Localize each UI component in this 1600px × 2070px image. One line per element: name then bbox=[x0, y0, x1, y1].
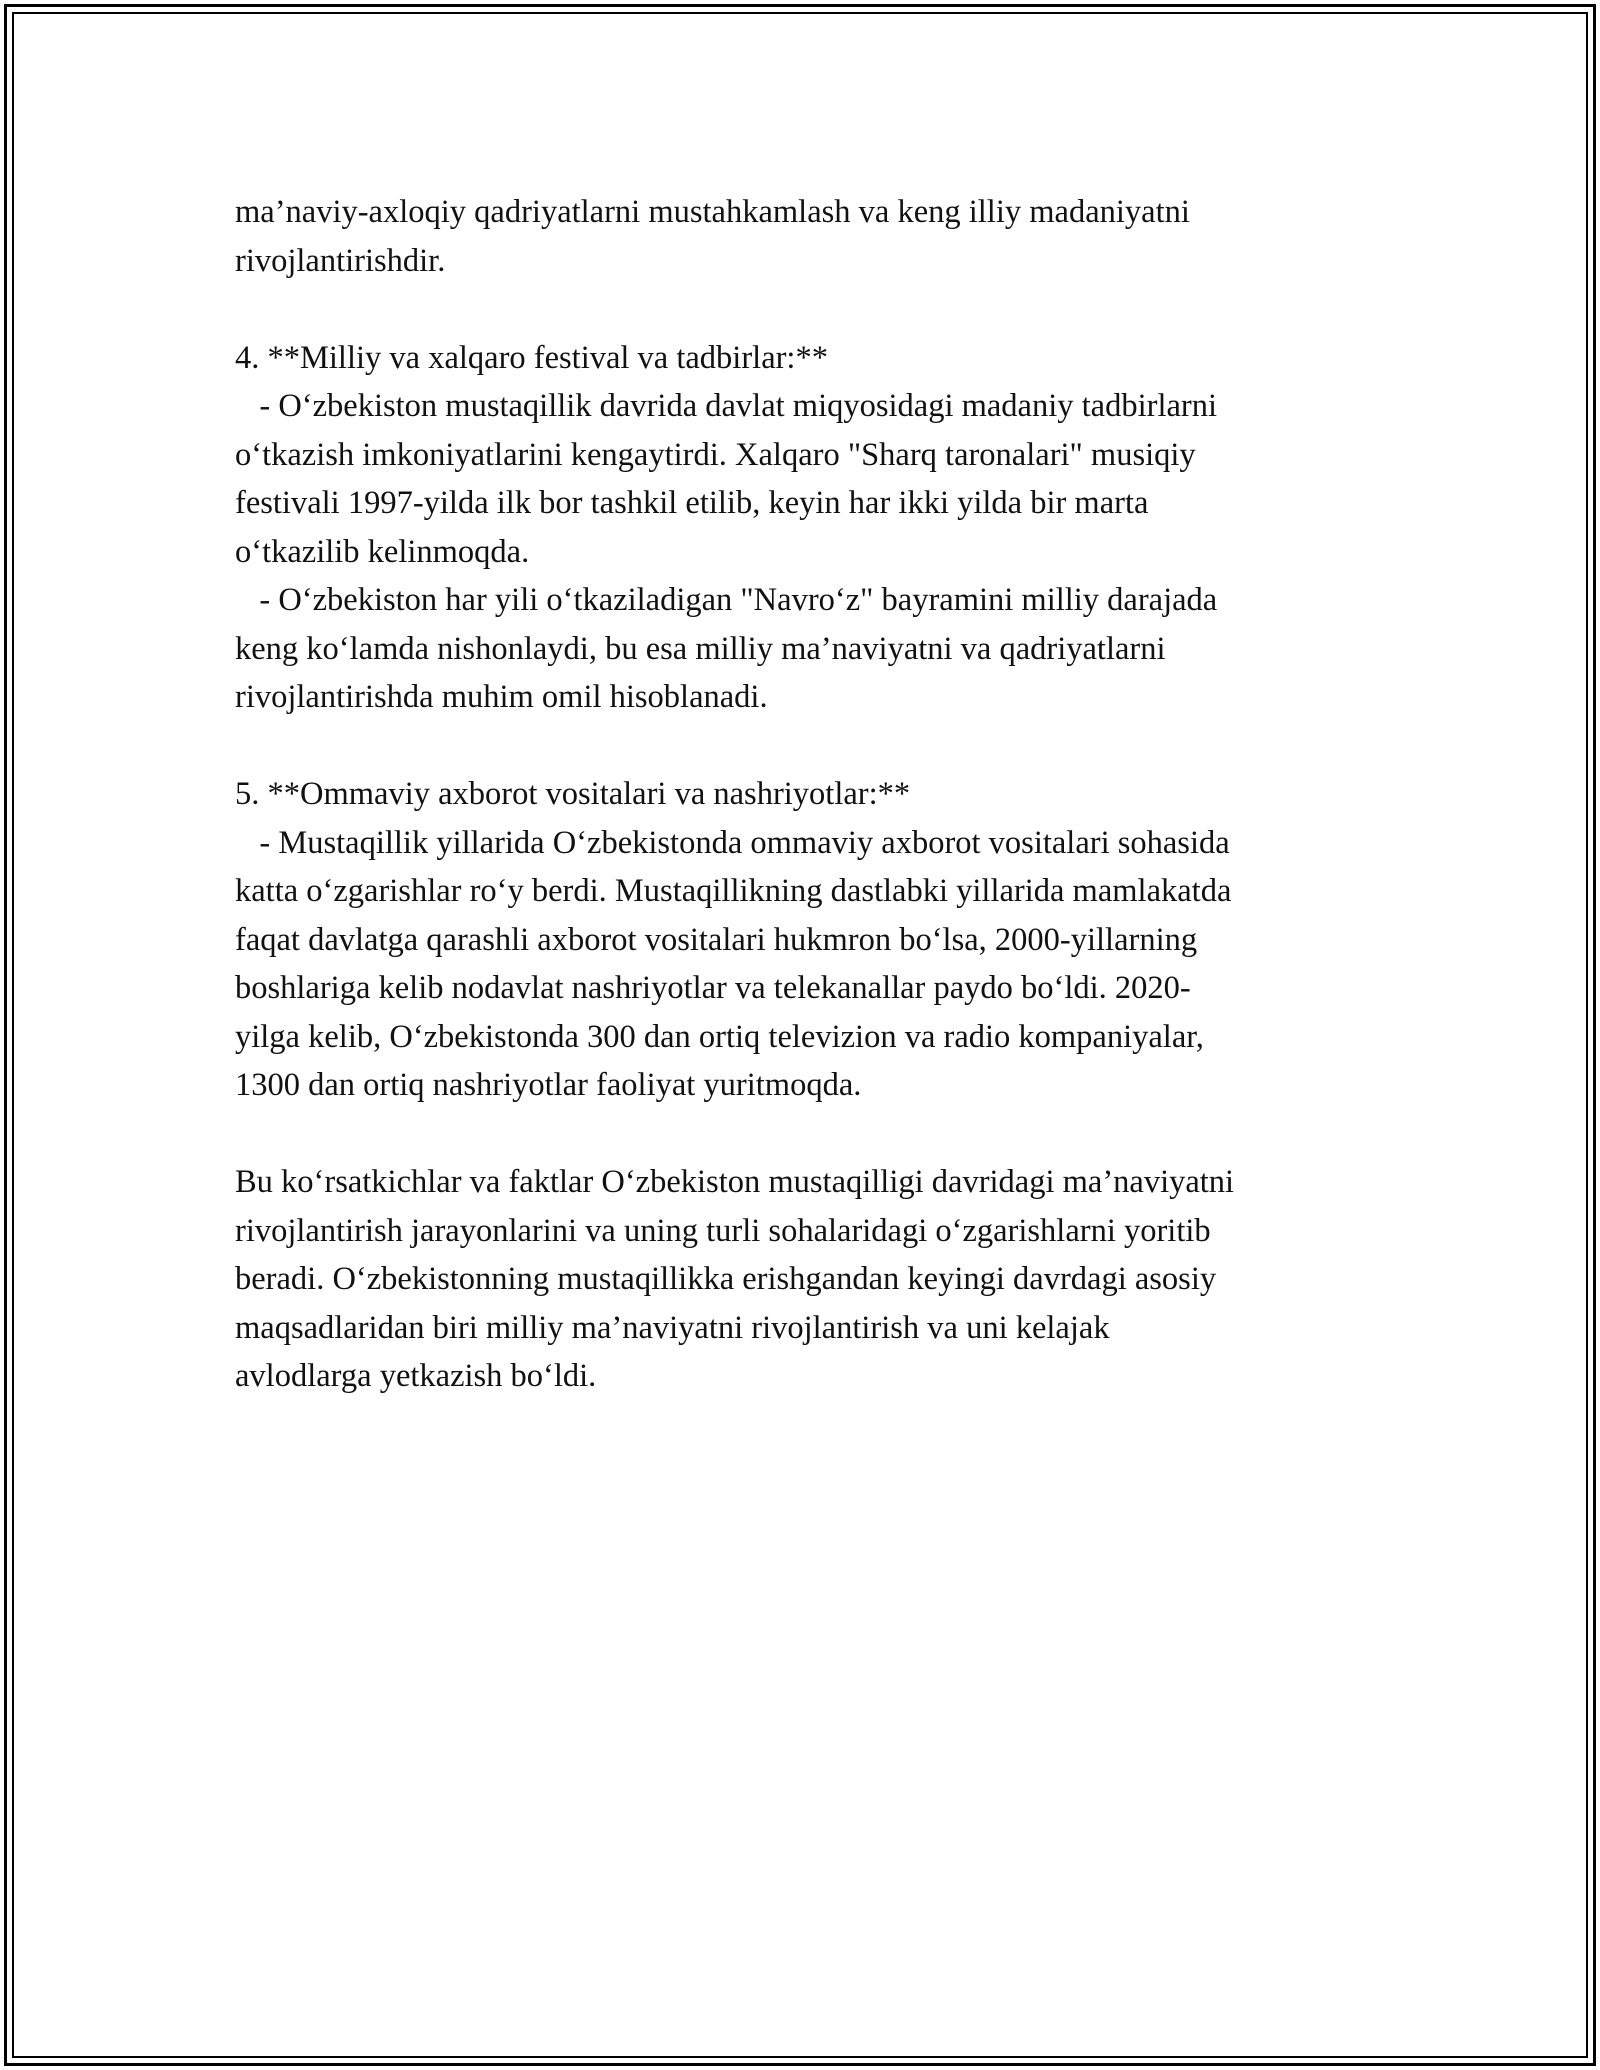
text-line: o‘tkazish imkoniyatlarini kengaytirdi. Xalqaro "Sharq taronalari" musiqiy bbox=[235, 436, 1196, 473]
paragraph-gap bbox=[235, 722, 1405, 771]
text-line: rivojlantirish jarayonlarini va uning turli sohalaridagi o‘zgarishlarni yoritib bbox=[235, 1212, 1211, 1249]
paragraph-gap bbox=[235, 1110, 1405, 1159]
text-line: yilga kelib, O‘zbekistonda 300 dan ortiq televizion va radio kompaniyalar, bbox=[235, 1018, 1204, 1055]
text-line: - O‘zbekiston har yili o‘tkaziladigan "Navro‘z" bayramini milliy darajada bbox=[235, 582, 1218, 618]
text-line: 1300 dan ortiq nashriyotlar faoliyat yuritmoqda. bbox=[235, 1067, 862, 1103]
section-5-item-1 bbox=[235, 819, 1405, 1110]
text-line: maqsadlaridan biri milliy ma’naviyatni rivojlantirish va uni kelajak bbox=[235, 1309, 1110, 1346]
conclusion-paragraph bbox=[235, 1158, 1405, 1401]
text-line: rivojlantirishdir. bbox=[235, 242, 446, 279]
intro-paragraph bbox=[235, 188, 1405, 285]
paragraph-gap bbox=[235, 285, 1405, 334]
text-line: Bu ko‘rsatkichlar va faktlar O‘zbekiston mustaqilligi davridagi ma’naviyatni bbox=[235, 1164, 1235, 1200]
section-4 bbox=[235, 334, 1405, 722]
text-line: rivojlantirishda muhim omil hisoblanadi. bbox=[235, 679, 768, 715]
document-body bbox=[235, 188, 1405, 1401]
text-line: ma’naviy-axloqiy qadriyatlarni mustahkamlash va keng illiy madaniyatni bbox=[235, 194, 1190, 230]
section-heading: 4. **Milliy va xalqaro festival va tadbirlar:** bbox=[235, 339, 828, 376]
section-heading: 5. **Ommaviy axborot vositalari va nashriyotlar:** bbox=[235, 776, 911, 812]
text-line: o‘tkazilib kelinmoqda. bbox=[235, 533, 530, 570]
text-line: - Mustaqillik yillarida O‘zbekistonda ommaviy axborot vositalari sohasida bbox=[235, 824, 1230, 861]
text-line: katta o‘zgarishlar ro‘y berdi. Mustaqillikning dastlabki yillarida mamlakatda bbox=[235, 873, 1232, 909]
text-line: faqat davlatga qarashli axborot vositalari hukmron bo‘lsa, 2000-yillarning bbox=[235, 921, 1198, 958]
section-4-item-2 bbox=[235, 576, 1405, 722]
text-line: avlodlarga yetkazish bo‘ldi. bbox=[235, 1358, 597, 1394]
section-4-item-1 bbox=[235, 382, 1405, 576]
text-line: boshlariga kelib nodavlat nashriyotlar va telekanallar paydo bo‘ldi. 2020- bbox=[235, 970, 1191, 1006]
section-5 bbox=[235, 770, 1405, 1110]
text-line: beradi. O‘zbekistonning mustaqillikka erishgandan keyingi davrdagi asosiy bbox=[235, 1261, 1217, 1297]
text-line: - O‘zbekiston mustaqillik davrida davlat miqyosidagi madaniy tadbirlarni bbox=[235, 388, 1217, 424]
text-line: keng ko‘lamda nishonlaydi, bu esa milliy ma’naviyatni va qadriyatlarni bbox=[235, 630, 1166, 667]
text-line: festivali 1997-yilda ilk bor tashkil etilib, keyin har ikki yilda bir marta bbox=[235, 485, 1149, 521]
